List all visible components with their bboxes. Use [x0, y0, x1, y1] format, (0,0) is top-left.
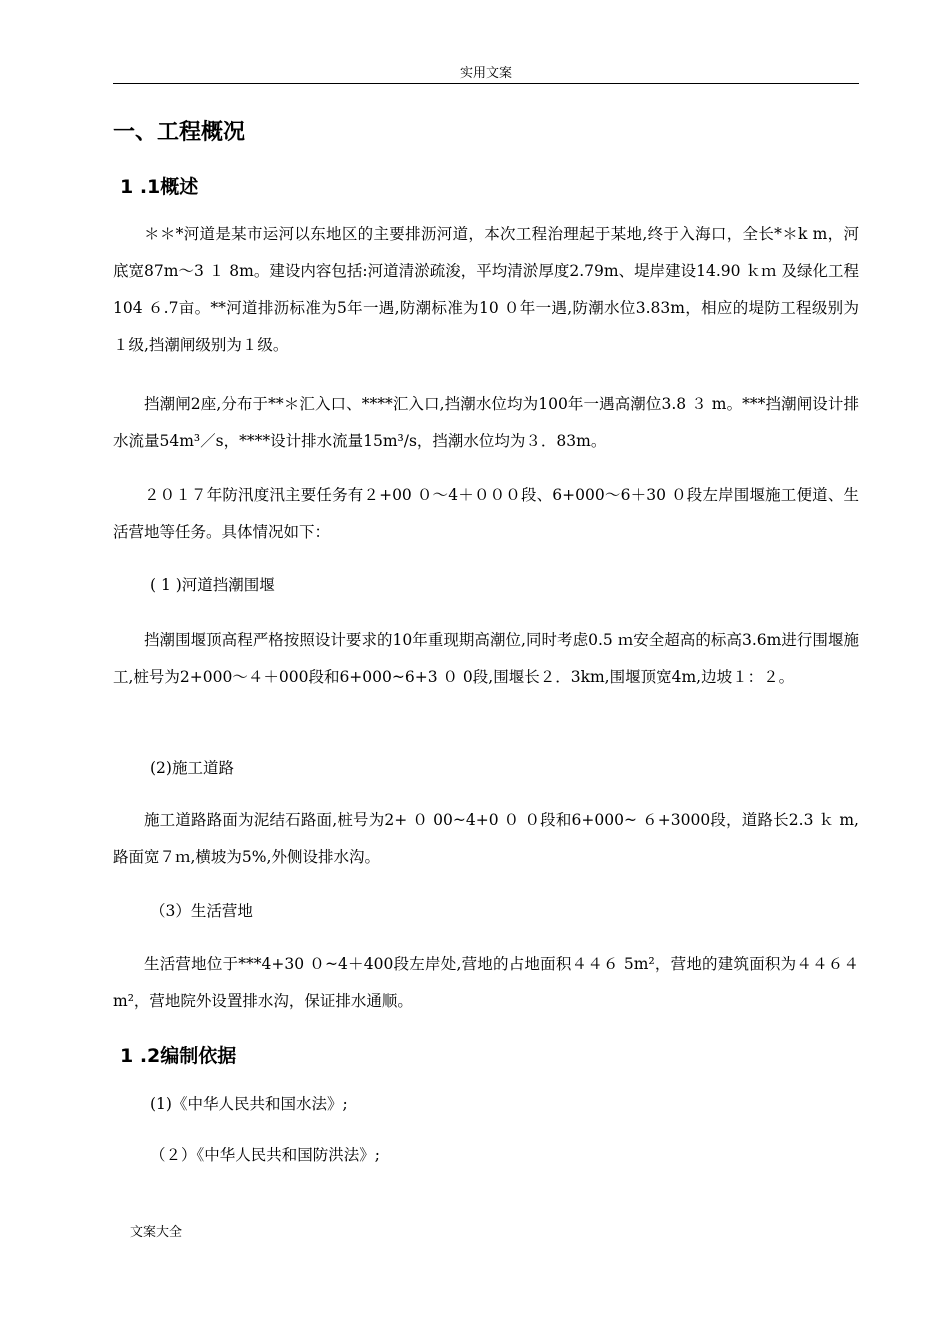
- paragraph-overview: ＊＊*河道是某市运河以东地区的主要排沥河道，本次工程治理起于某地,终于入海口，全长*＊k m，河底宽87m～3 １ 8m。建设内容包括:河道清淤疏浚，平均清淤厚度2.79m、堤岸建设14.90 ｋｍ 及绿化工程104 ６.7亩。**河道排沥标准为5年一遇,防潮标准为10 ０年一遇,防潮水位3.83m，相应的堤防工程级别为１级,挡潮闸级别为１级。: [113, 225, 859, 354]
- section-title-1-2: 1 .2编制依据: [120, 1045, 237, 1067]
- paragraph-tide-gates: 挡潮闸2座,分布于**＊汇入口、****汇入口,挡潮水位均为100年一遇高潮位3.8 ３ m。***挡潮闸设计排水流量54m³／s，****设计排水流量15m³/s，挡潮水位均为３．83m。: [113, 395, 859, 450]
- paragraph-cofferdam: 挡潮围堰顶高程严格按照设计要求的10年重现期高潮位,同时考虑0.5 ｍ安全超高的标高3.6m进行围堰施工,桩号为2+000～４＋000段和6+000~6+3 ０ 0段,围堰长２．3km,围堰顶宽4m,边坡１：２。: [113, 631, 859, 686]
- list-item-road: (2)施工道路: [150, 759, 234, 777]
- paragraph-camp: 生活营地位于***4+30 ０~4＋400段左岸处,营地的占地面积４４６ 5m²，营地的建筑面积为４４６４ m²，营地院外设置排水沟，保证排水通顺。: [113, 955, 859, 1010]
- list-item-camp: （3）生活营地: [150, 902, 253, 920]
- header-rule: [113, 83, 859, 84]
- section-title-1-1: 1 .1概述: [120, 176, 199, 198]
- list-item-water-law: (1)《中华人民共和国水法》;: [150, 1095, 348, 1113]
- page-header: 实用文案: [459, 66, 512, 81]
- section-title-1: 一、工程概况: [113, 120, 246, 145]
- paragraph-road: 施工道路路面为泥结石路面,桩号为2+ ０ 00~4+0 ０ ０段和6+000~ ６+3000段，道路长2.3 ｋ m,路面宽７ｍ,横坡为5%,外侧设排水沟。: [113, 811, 859, 866]
- paragraph-flood-tasks: ２０１７年防汛度汛主要任务有２+00 ０～4＋０００段、6+000～6＋30 ０段左岸围堰施工便道、生活营地等任务。具体情况如下：: [113, 486, 859, 541]
- list-item-cofferdam: ( 1 )河道挡潮围堰: [150, 576, 275, 594]
- page-footer: 文案大全: [130, 1225, 183, 1240]
- list-item-flood-law: （２）《中华人民共和国防洪法》;: [150, 1146, 380, 1164]
